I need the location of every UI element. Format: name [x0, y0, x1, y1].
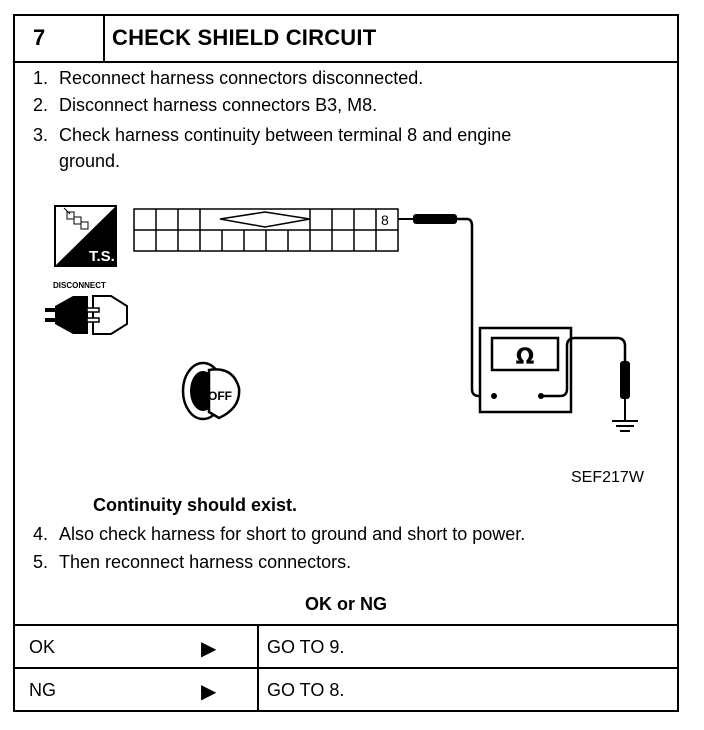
ts-icon: [55, 206, 116, 266]
terminal-8-label: 8: [381, 212, 389, 228]
step-text: Then reconnect harness connectors.: [59, 552, 352, 572]
arrow-right-icon: ▶: [201, 638, 217, 660]
ts-label: T.S.: [89, 248, 115, 265]
step-num: 4.: [33, 524, 49, 544]
step-num: 3.: [33, 125, 49, 145]
step-number: 7: [33, 25, 46, 50]
result-label: OK: [29, 637, 56, 657]
result-action: GO TO 9.: [267, 637, 345, 657]
step-item-4: [33, 521, 525, 547]
step-item-5: [33, 549, 351, 575]
key-off-label: OFF: [208, 389, 232, 403]
step-num: 1.: [33, 68, 49, 88]
circuit-diagram: [15, 16, 677, 486]
disconnect-icon: [45, 281, 127, 334]
ohmmeter: [480, 328, 571, 412]
step-num: 2.: [33, 95, 49, 115]
step-text: Disconnect harness connectors B3, M8.: [59, 95, 378, 115]
harness-connector: [134, 209, 398, 251]
figure-code: SEF217W: [571, 469, 644, 486]
procedure-frame: [13, 14, 679, 712]
step-text-continuation: ground.: [59, 151, 121, 171]
ok-ng-title: OK or NG: [304, 594, 387, 614]
disconnect-label: DISCONNECT: [53, 281, 106, 290]
ignition-key-off-icon: [183, 363, 239, 419]
continuity-note: Continuity should exist.: [93, 495, 298, 515]
result-action: GO TO 8.: [267, 680, 345, 700]
step-num: 5.: [33, 552, 49, 572]
arrow-right-icon: ▶: [201, 681, 217, 703]
step-title: CHECK SHIELD CIRCUIT: [112, 25, 377, 50]
result-row-ok: [15, 626, 677, 669]
result-row-ng: [15, 669, 677, 712]
ohm-symbol: Ω: [515, 345, 535, 370]
step-text: Reconnect harness connectors disconnected.: [59, 68, 424, 88]
result-column-divider: [257, 626, 259, 710]
step-text: Check harness continuity between terminal 8 and engine: [59, 125, 512, 145]
result-label: NG: [29, 680, 56, 700]
step-text: Also check harness for short to ground and short to power.: [59, 524, 526, 544]
